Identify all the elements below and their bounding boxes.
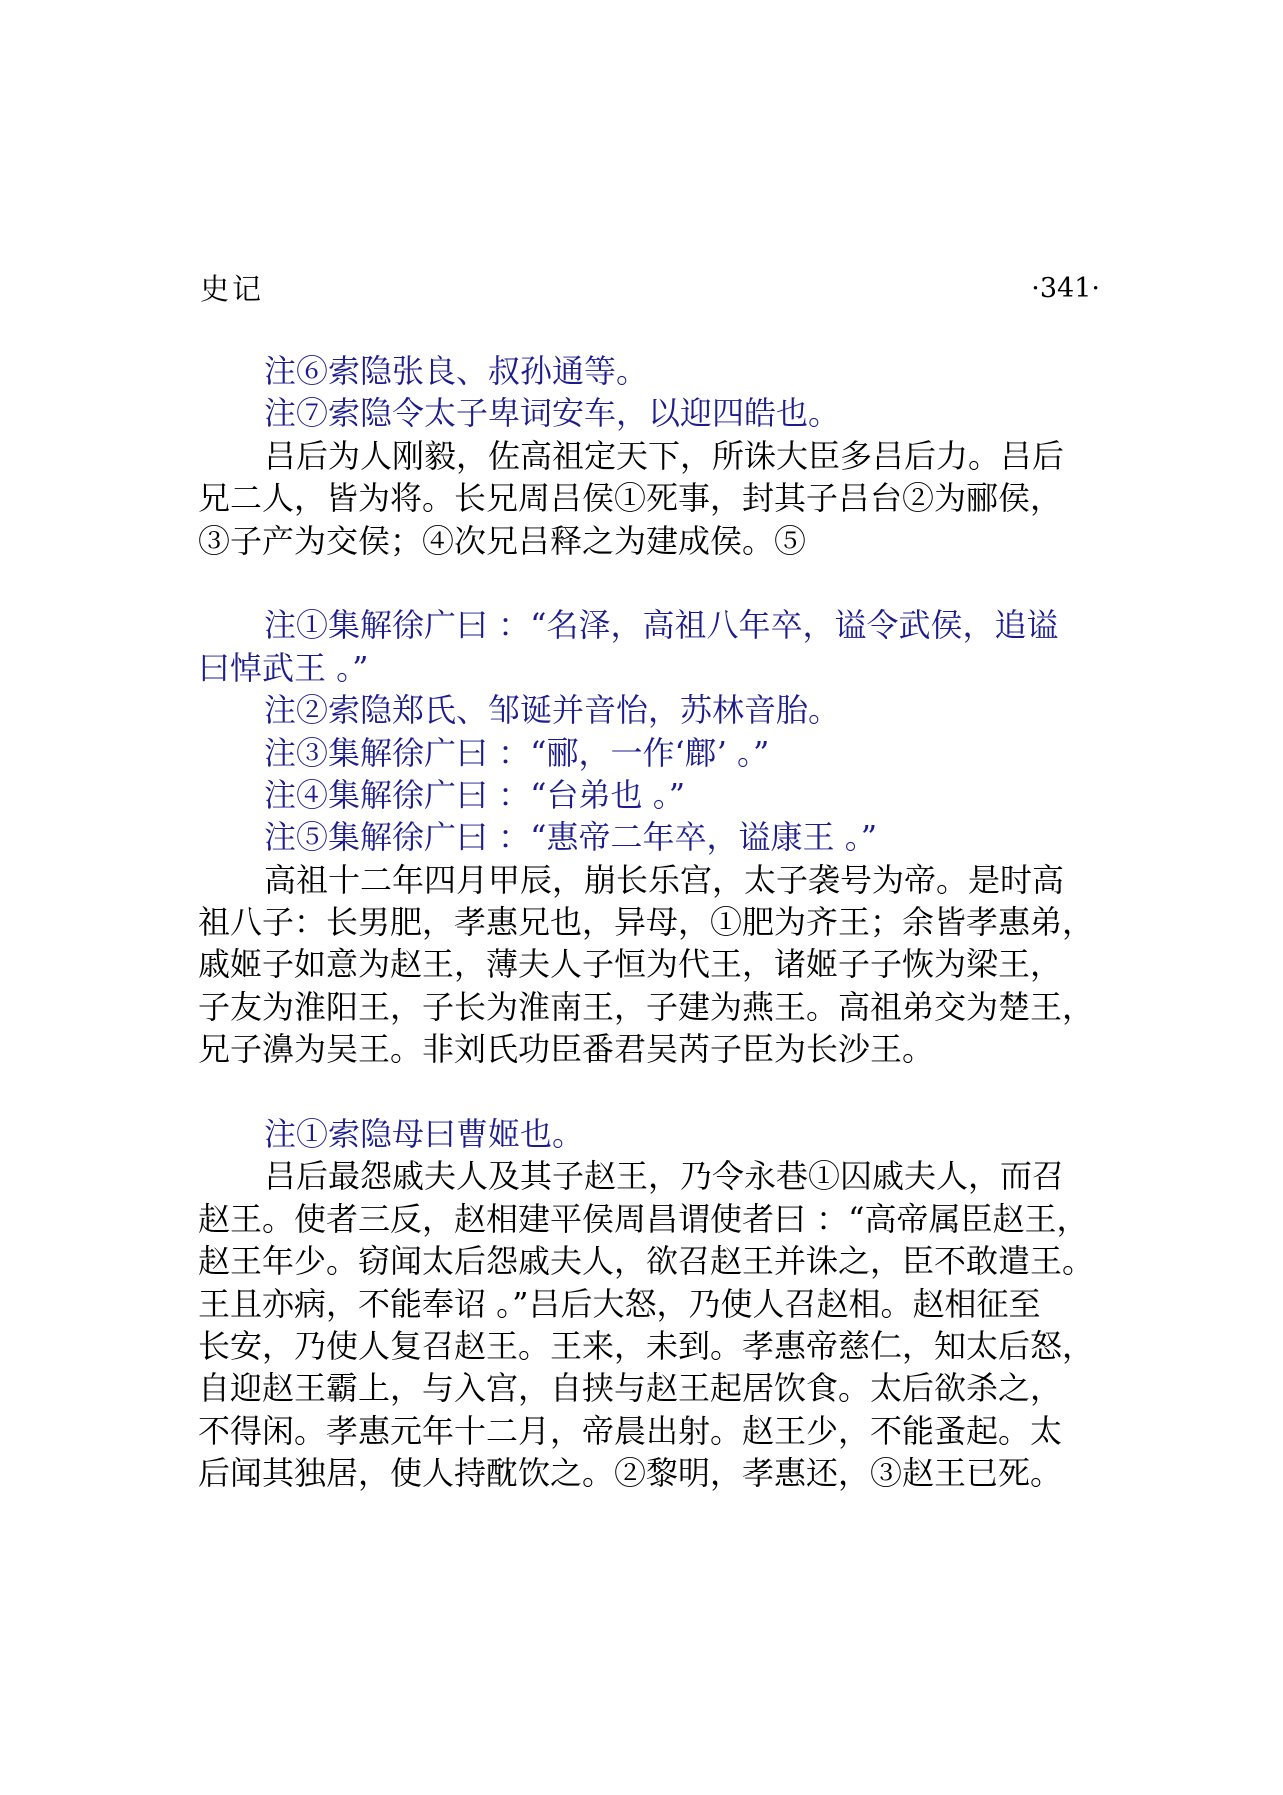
text-line: 不得闲。孝惠元年十二月，帝晨出射。赵王少，不能蚤起。太	[198, 1411, 1063, 1450]
text-line: 赵王年少。窃闻太后怨戚夫人，欲召赵王并诛之，臣不敢遣王。	[198, 1242, 1095, 1281]
note-line: 注④集解徐广曰 ：“台弟也 。”	[264, 775, 686, 814]
text-line: ③子产为交侯；④次兄吕释之为建成侯。⑤	[198, 521, 807, 560]
text-line: 兄子濞为吴王。非刘氏功臣番君吴芮子臣为长沙王。	[198, 1030, 935, 1069]
text-line: 长安，乃使人复召赵王。王来，未到。孝惠帝慈仁，知太后怒，	[198, 1326, 1095, 1365]
page-number: ·341·	[1031, 273, 1100, 304]
note-line: 注⑥索隐张良、叔孙通等。	[264, 352, 649, 390]
text-line: 后闻其独居，使人持酖饮之。②黎明，孝惠还，③赵王已死。	[198, 1454, 1063, 1493]
text-line: 吕后最怨戚夫人及其子赵王，乃令永巷①囚戚夫人，而召	[264, 1157, 1065, 1196]
text-line: 子友为淮阳王，子长为淮南王，子建为燕王。高祖弟交为楚王，	[198, 987, 1095, 1026]
paragraph-gap	[198, 562, 1113, 604]
text-line: 赵王。使者三反，赵相建平侯周昌谓使者曰 ：“高帝属臣赵王，	[198, 1199, 1089, 1238]
page-header	[200, 266, 1100, 312]
text-line: 祖八子：长男肥，孝惠兄也，异母，①肥为齐王；余皆孝惠弟，	[198, 903, 1095, 942]
note-line: 注①集解徐广曰 ：“名泽，高祖八年卒，谥令武侯，追谥	[264, 606, 1059, 645]
body-text	[198, 350, 1113, 1495]
text-line: 兄二人，皆为将。长兄周吕侯①死事，封其子吕台②为郦侯，	[198, 479, 1063, 518]
note-line: 注②索隐郑氏、邹诞并音怡，苏林音胎。	[264, 691, 841, 730]
text-line: 吕后为人刚毅，佐高祖定天下，所诛大臣多吕后力。吕后	[264, 436, 1065, 475]
running-title: 史记	[200, 272, 265, 306]
note-line: 注⑤集解徐广曰 ：“惠帝二年卒，谥康王 。”	[264, 818, 878, 857]
text-line: 戚姬子如意为赵王，薄夫人子恒为代王，诸姬子子恢为梁王，	[198, 945, 1063, 984]
note-line: 曰悼武王 。”	[198, 648, 369, 687]
paragraph-gap	[198, 1071, 1113, 1113]
text-line: 自迎赵王霸上，与入宫，自挟与赵王起居饮食。太后欲杀之，	[198, 1369, 1063, 1408]
note-line: 注①索隐母曰曹姬也。	[264, 1115, 585, 1154]
text-line: 王且亦病，不能奉诏 。”吕后大怒，乃使人召赵相。赵相征至	[198, 1284, 1041, 1323]
note-line: 注⑦索隐令太子卑词安车，以迎四皓也。	[264, 394, 841, 433]
note-line: 注③集解徐广曰 ：“郦，一作‘鄜’ 。”	[264, 733, 770, 772]
text-line: 高祖十二年四月甲辰，崩长乐宫，太子袭号为帝。是时高	[264, 860, 1065, 899]
